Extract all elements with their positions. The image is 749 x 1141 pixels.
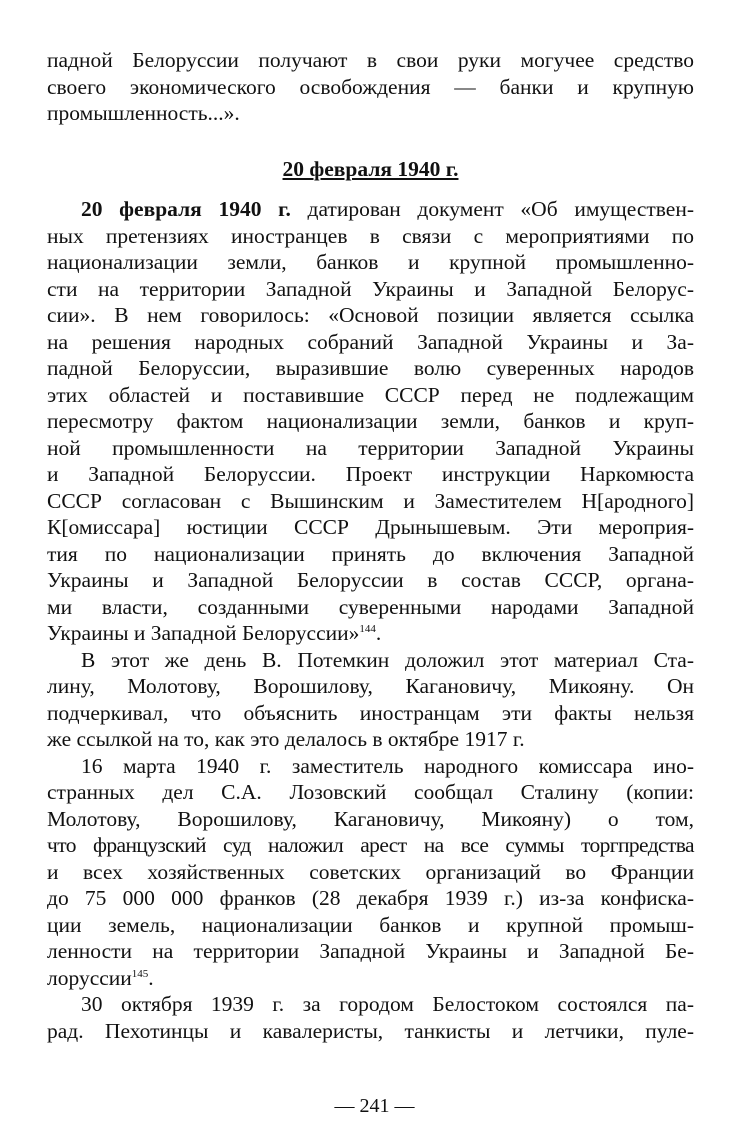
text-line: и Западной Белоруссии. Проект инструкции Наркомюста [47,462,694,486]
footnote-ref: 144 [359,622,376,635]
text-line: промышленность...». [47,101,240,125]
text-line: ных претензиях иностранцев в связи с мероприятиями по [47,223,694,248]
text-span: лоруссии [47,965,132,990]
text-line: тия по национализации принять до включения Западной [47,541,694,566]
text-line: падной Белоруссии, выразившие волю суверенных народов [47,356,694,380]
text-line: странных дел С.А. Лозовский сообщал Сталину (копии: [47,780,694,804]
text-line: ции земель, национализации банков и крупной промыш- [47,912,694,937]
text-line: на решения народных собраний Западной Украины и За- [47,329,694,354]
text-line: до 75 000 000 франков (28 декабря 1939 г.) из-за конфиска- [47,886,694,910]
text-line: 30 октября 1939 г. за городом Белостоком состоялся па- [81,992,694,1016]
paragraph-potemkin [47,647,694,753]
text-line: К[омиссара] юстиции СССР Дрынышевым. Эти мероприя- [47,515,694,539]
paragraph-oct-30 [47,991,694,1044]
text-line: своего экономического освобождения — банки и крупную [47,74,694,99]
text-line: ной промышленности на территории Западной Украины [47,435,694,460]
text-line: СССР согласован с Вышинским и Заместителем Н[ародного] [47,488,694,513]
paragraph-march-16 [47,753,694,992]
top-paragraph [47,47,694,127]
text-line: Молотову, Ворошилову, Кагановичу, Микояну) о том, [47,806,694,831]
text-line: же ссылкой на то, как это делалось в октябре 1917 г. [47,727,525,751]
text-line: пересмотру фактом национализации земли, банков и круп- [47,409,694,433]
text-line: национализации земли, банков и крупной промышленно- [47,250,694,274]
text-span: . [375,621,382,645]
text-line: этих областей и поставившие СССР перед не подлежащим [47,382,694,407]
text-line: В этот же день В. Потемкин доложил этот материал Ста- [81,647,694,672]
text-line: и всех хозяйственных советских организаций во Франции [47,859,694,884]
section-heading: 20 февраля 1940 г. [282,156,459,181]
text-line: лину, Молотову, Ворошилову, Кагановичу, Микояну. Он [47,674,694,698]
text-line: что французский суд наложил арест на все суммы торгпредства [47,833,694,857]
text-line: ми власти, созданными суверенными народами Западной [47,594,694,619]
text-line: сти на территории Западной Украины и Западной Белорус- [47,276,694,301]
text-line: 16 марта 1940 г. заместитель народного комиссара ино- [81,753,694,778]
text-line [47,620,694,647]
page-number: — 241 — [334,1095,415,1117]
paragraph-feb-20 [47,196,694,647]
text-span: Украины и Западной Белоруссии» [47,621,360,645]
text-line: подчеркивал, что объяснить иностранцам эти факты нельзя [47,700,694,725]
text-line [47,196,694,223]
text-line [47,965,694,992]
text-line: падной Белоруссии получают в свои руки могучее средство [47,48,694,72]
book-page [47,47,694,1044]
text-span: . [148,965,154,990]
date-lead: 20 февраля 1940 г. [81,197,291,221]
text-line: Украины и Западной Белоруссии в состав СССР, органа- [47,568,694,592]
footnote-ref: 145 [131,967,149,980]
text-span: датирован документ «Об имуществен- [290,197,694,221]
text-line: ленности на территории Западной Украины и Западной Бе- [47,939,694,963]
text-line: сии». В нем говорилось: «Основой позиции является ссылка [47,303,694,327]
text-line: рад. Пехотинцы и кавалеристы, танкисты и летчики, пуле- [47,1018,694,1043]
